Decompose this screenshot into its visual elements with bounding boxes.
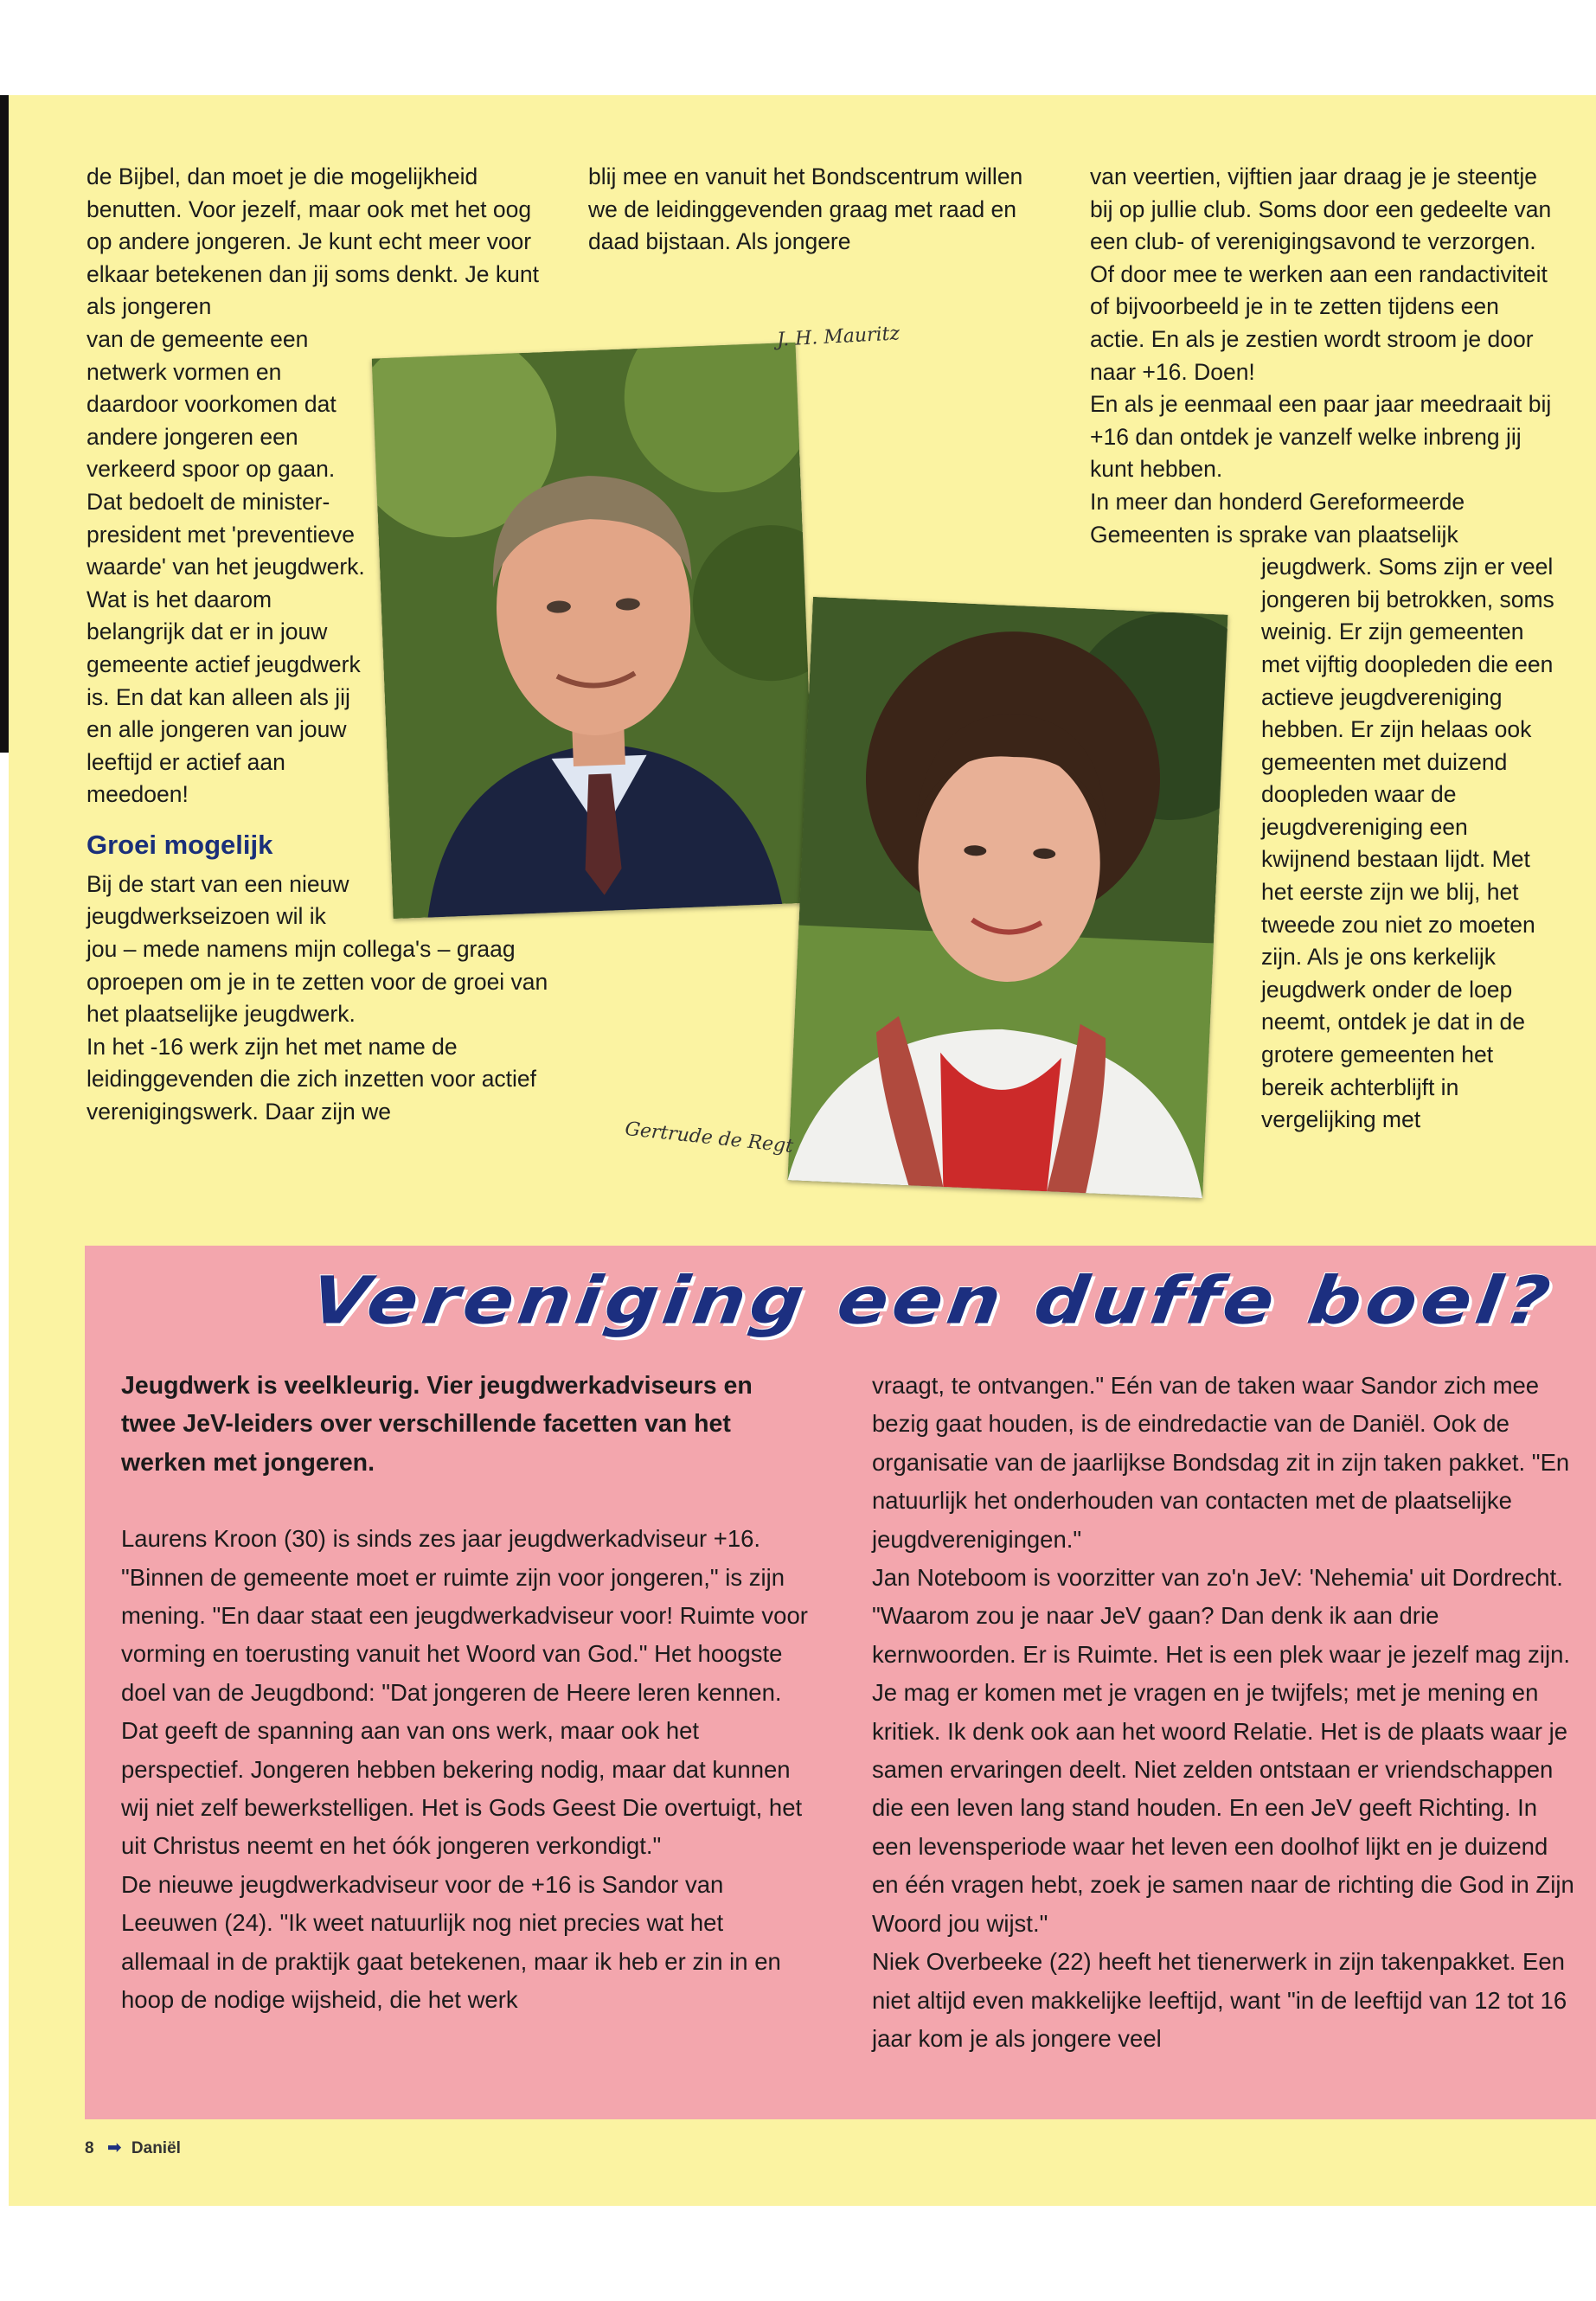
page-footer [85, 2137, 181, 2158]
article-headline: Vereniging een duffe boel? [305, 1263, 1559, 1339]
page-number: 8 [85, 2139, 94, 2157]
article-paragraph-3: vraagt, te ontvangen." Eén van de taken waar Sandor zich mee bezig gaat houden, is de eindredactie van de Daniël. Ook de organisatie van de jaarlijkse Bondsdag zit in zijn taken pakket. "En natuurlijk het onderhouden van contacten met de plaatselijke jeugdverenigingen." [872, 1372, 1570, 1553]
photo-man-portrait [372, 343, 817, 919]
column-2 [588, 161, 1055, 259]
col1-paragraph-3: In het -16 werk zijn het met name de leidinggevenden die zich inzetten voor actief verenigingswerk. Daar zijn we [87, 1033, 537, 1125]
caption-photo-1: J. H. Mauritz [776, 323, 901, 351]
article-column-2 [872, 1367, 1577, 2058]
subheading-groei-mogelijk: Groei mogelijk [87, 829, 273, 860]
col3-paragraph-3-continued: jeugdwerk. Soms zijn er veel jongeren bij betrokken, soms weinig. Er zijn gemeenten met vijftig doopleden die een actieve jeugdvereniging hebben. Er zijn helaas ook gemeenten met duizend doopleden waar de jeugdvereniging een kwijnend bestaan lijdt. Met het eerste zijn we blij, het tweede zou niet zo moeten zijn. Als je ons kerkelijk jeugdwerk onder de loep neemt, ontdek je dat in de grotere gemeenten het bereik achterblijft in vergelijking met [1261, 554, 1554, 1133]
caption-photo-2: Gertrude de Regt [624, 1118, 795, 1158]
col3-paragraph-3: In meer dan honderd Gereformeerde Gemeenten is sprake van plaatselijk [1090, 488, 1465, 548]
col1-paragraph-2-continued: jou – mede namens mijn collega's – graag oproepen om je in te zetten voor de groei van het plaatselijke jeugdwerk. [87, 936, 548, 1028]
col2-paragraph-1: blij mee en vanuit het Bondscentrum willen we de leidinggevenden graag met raad en daad bijstaan. Als jongere [588, 163, 1023, 255]
article-paragraph-1: Laurens Kroon (30) is sinds zes jaar jeugdwerkadviseur +16. "Binnen de gemeente moet er ruimte zijn voor jongeren," is zijn mening. "En daar staat een jeugdwerkadviseur voor! Ruimte voor vorming en toerusting vanuit het Woord van God." Het hoogste doel van de Jeugdbond: "Dat jongeren de Heere leren kennen. Dat geeft de spanning aan van ons werk, maar ook het perspectief. Jongeren hebben bekering nodig, maar dat kunnen wij niet zelf bewerkstelligen. Het is Gods Geest Die overtuigt, het uit Christus neemt en het óók jongeren verkondigt." [121, 1525, 808, 1860]
article-paragraph-4: Jan Noteboom is voorzitter van zo'n JeV: 'Nehemia' uit Dordrecht. "Waarom zou je naar JeV gaan? Dan denk ik aan drie kernwoorden. Er is Ruimte. Het is een plek waar je jezelf mag zijn. Je mag er komen met je vragen en je twijfels; met je mening en kritiek. Ik denk ook aan het woord Relatie. Het is de plaats waar je samen ervaringen deelt. Niet zelden ontstaan er vriendschappen die een leven lang stand houden. En een JeV geeft Richting. In een levensperiode waar het leven een doolhof lijkt en je duizend en één vragen hebt, zoek je samen naar de richting die God in Zijn Woord jou wijst." [872, 1564, 1574, 1937]
col3-paragraph-2: En als je eenmaal een paar jaar meedraait bij +16 dan ontdek je vanzelf welke inbreng jij kunt hebben. [1090, 391, 1552, 483]
magazine-name: Daniël [131, 2139, 181, 2157]
article-column-1 [121, 1367, 813, 2020]
col1-paragraph-1-continued: van de gemeente een netwerk vormen en daardoor voorkomen dat andere jongeren een verkeerd spoor op gaan. Dat bedoelt de minister-president met 'preventieve waarde' van het jeugdwerk. Wat is het daarom belangrijk dat er in jouw gemeente actief jeugdwerk is. En dat kan alleen als jij en alle jongeren van jouw leeftijd er actief aan meedoen! [87, 325, 365, 808]
col3-paragraph-1: van veertien, vijftien jaar draag je je steentje bij op jullie club. Soms door een gedeelte van een club- of verenigingsavond te verzorgen. Of door mee te werken aan een randactiviteit of bijvoorbeeld je in te zetten tijdens een actie. En als je zestien wordt stroom je door naar +16. Doen! [1090, 163, 1552, 385]
article-paragraph-5: Niek Overbeeke (22) heeft het tienerwerk in zijn takenpakket. Een niet altijd even makkelijke leeftijd, want "in de leeftijd van 12 tot 16 jaar kom je als jongere veel [872, 1948, 1567, 2052]
article-lead: Jeugdwerk is veelkleurig. Vier jeugdwerkadviseurs en twee JeV-leiders over verschillende facetten van het werken met jongeren. [121, 1372, 753, 1477]
photo-woman-portrait [788, 597, 1228, 1198]
article-paragraph-2: De nieuwe jeugdwerkadviseur voor de +16 is Sandor van Leeuwen (24). "Ik weet natuurlijk nog niet precies wat het allemaal in de praktijk gaat betekenen, maar ik heb er zin in en hoop de nodige wijsheid, die het werk [121, 1870, 781, 2014]
page-edge-bar [0, 95, 9, 753]
col1-paragraph-2: Bij de start van een nieuw jeugdwerkseizoen wil ik [87, 870, 349, 930]
col1-paragraph-1: de Bijbel, dan moet je die mogelijkheid benutten. Voor jezelf, maar ook met het oog op andere jongeren. Je kunt echt meer voor elkaar betekenen dan jij soms denkt. Je kunt als jongeren [87, 163, 539, 320]
arrow-right-icon: ➡ [106, 2138, 122, 2157]
